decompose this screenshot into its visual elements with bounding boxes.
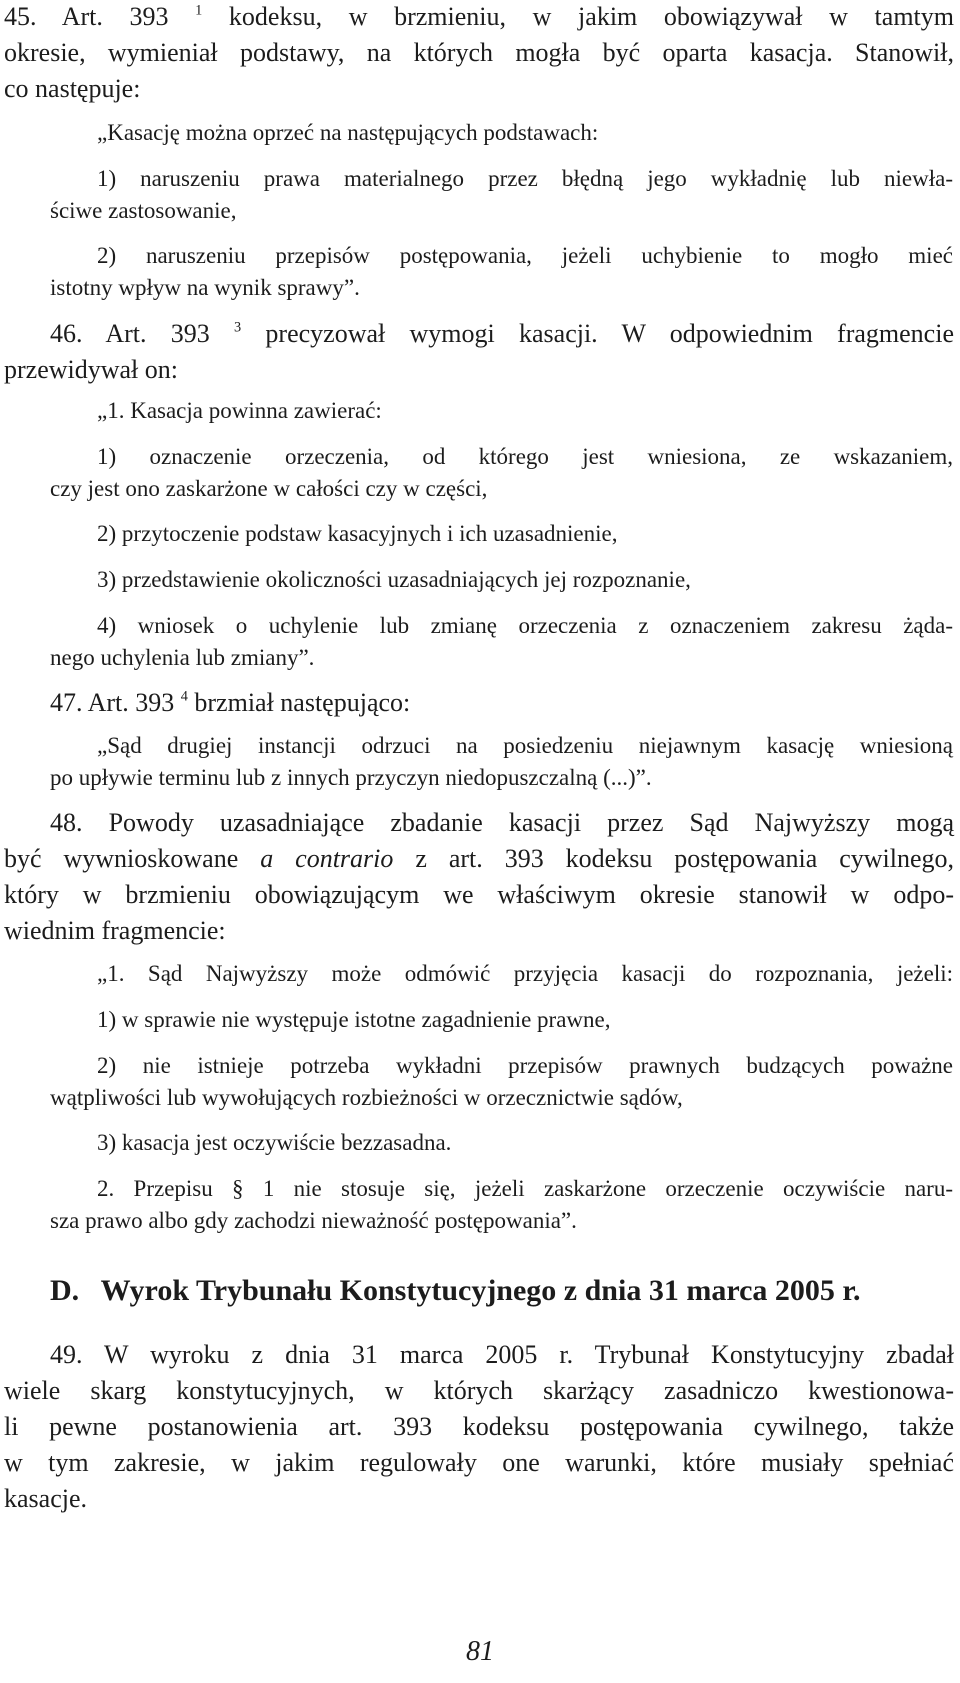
paragraph-46-line-2: przewidywał on: bbox=[4, 355, 179, 384]
quote-45-item-1-line-1: 1) naruszeniu prawa materialnego przez błędną jego wykładnię lub niewła- bbox=[97, 166, 953, 191]
paragraph-48-line-4: wiednim fragmencie: bbox=[4, 916, 226, 945]
quote-45-item-1-line-2: ściwe zastosowanie, bbox=[50, 198, 237, 223]
quote-48-item-3: 3) kasacja jest oczywiście bezzasadna. bbox=[97, 1130, 452, 1155]
quote-46-item-4-line-2: nego uchylenia lub zmiany”. bbox=[50, 645, 315, 670]
paragraph-49-line-1: 49. W wyroku z dnia 31 marca 2005 r. Trybunał Konstytucyjny zbadał bbox=[50, 1340, 954, 1369]
paragraph-47-line-1: 47. Art. 393 $^4$ brzmiał następująco: bbox=[50, 688, 411, 717]
quote-48-para-2-line-2: sza prawo albo gdy zachodzi nieważność postępowania”. bbox=[50, 1208, 577, 1233]
quote-47-line-1: „Sąd drugiej instancji odrzuci na posiedzeniu niejawnym kasację wniesioną bbox=[97, 733, 953, 758]
quote-45-item-2-line-2: istotny wpływ na wynik sprawy”. bbox=[50, 275, 360, 300]
section-heading bbox=[50, 1274, 860, 1308]
quote-46-item-2: 2) przytoczenie podstaw kasacyjnych i ich uzasadnienie, bbox=[97, 521, 618, 546]
paragraph-48-line-2: być wywnioskowane a contrario z art. 393 kodeksu postępowania cywilnego, bbox=[4, 844, 954, 873]
paragraph-45-line-2: okresie, wymieniał podstawy, na których mogła być oparta kasacja. Stanowił, bbox=[4, 38, 954, 67]
quote-48-item-1: 1) w sprawie nie występuje istotne zagadnienie prawne, bbox=[97, 1007, 611, 1032]
paragraph-49-line-5: kasacje. bbox=[4, 1484, 88, 1513]
quote-47-line-2: po upływie terminu lub z innych przyczyn niedopuszczalną (...)”. bbox=[50, 765, 652, 790]
quote-45-item-2-line-1: 2) naruszeniu przepisów postępowania, jeżeli uchybienie to mogło mieć bbox=[97, 243, 953, 268]
paragraph-46-line-1: 46. Art. 393 $^3$ precyzował wymogi kasacji. W odpowiednim fragmencie bbox=[50, 319, 954, 348]
paragraph-49-line-4: w tym zakresie, w jakim regulowały one warunki, które musiały spełniać bbox=[4, 1448, 954, 1477]
paragraph-45-line-3: co następuje: bbox=[4, 74, 141, 103]
quote-46-item-1-line-1: 1) oznaczenie orzeczenia, od którego jest wniesiona, ze wskazaniem, bbox=[97, 444, 953, 469]
quote-48-item-2-line-1: 2) nie istnieje potrzeba wykładni przepisów prawnych budzących poważne bbox=[97, 1053, 953, 1078]
paragraph-49-line-2: wiele skarg konstytucyjnych, w których skarżący zasadniczo kwestionowa- bbox=[4, 1376, 954, 1405]
quote-45-intro: „Kasację można oprzeć na następujących podstawach: bbox=[97, 120, 599, 145]
paragraph-45-line-1: 45. Art. 393 $^1$ kodeksu, w brzmieniu, w jakim obowiązywał w tamtym bbox=[4, 2, 954, 31]
quote-48-para-2-line-1: 2. Przepisu § 1 nie stosuje się, jeżeli zaskarżone orzeczenie oczywiście naru- bbox=[97, 1176, 953, 1201]
section-letter: D. bbox=[50, 1274, 80, 1307]
quote-46-item-3: 3) przedstawienie okoliczności uzasadniających jej rozpoznanie, bbox=[97, 567, 691, 592]
page-number: 81 bbox=[466, 1636, 494, 1667]
quote-48-intro: „1. Sąd Najwyższy może odmówić przyjęcia kasacji do rozpoznania, jeżeli: bbox=[97, 961, 953, 986]
quote-46-item-1-line-2: czy jest ono zaskarżone w całości czy w części, bbox=[50, 476, 488, 501]
section-title: Wyrok Trybunału Konstytucyjnego z dnia 31 marca 2005 r. bbox=[100, 1274, 861, 1307]
paragraph-49-line-3: li pewne postanowienia art. 393 kodeksu postępowania cywilnego, także bbox=[4, 1412, 954, 1441]
quote-46-item-4-line-1: 4) wniosek o uchylenie lub zmianę orzeczenia z oznaczeniem zakresu żąda- bbox=[97, 613, 953, 638]
paragraph-48-line-3: który w brzmieniu obowiązującym we właściwym okresie stanowił w odpo- bbox=[4, 880, 954, 909]
paragraph-48-line-1: 48. Powody uzasadniające zbadanie kasacji przez Sąd Najwyższy mogą bbox=[50, 808, 954, 837]
quote-46-intro: „1. Kasacja powinna zawierać: bbox=[97, 398, 382, 423]
quote-48-item-2-line-2: wątpliwości lub wywołujących rozbieżności w orzecznictwie sądów, bbox=[50, 1085, 683, 1110]
